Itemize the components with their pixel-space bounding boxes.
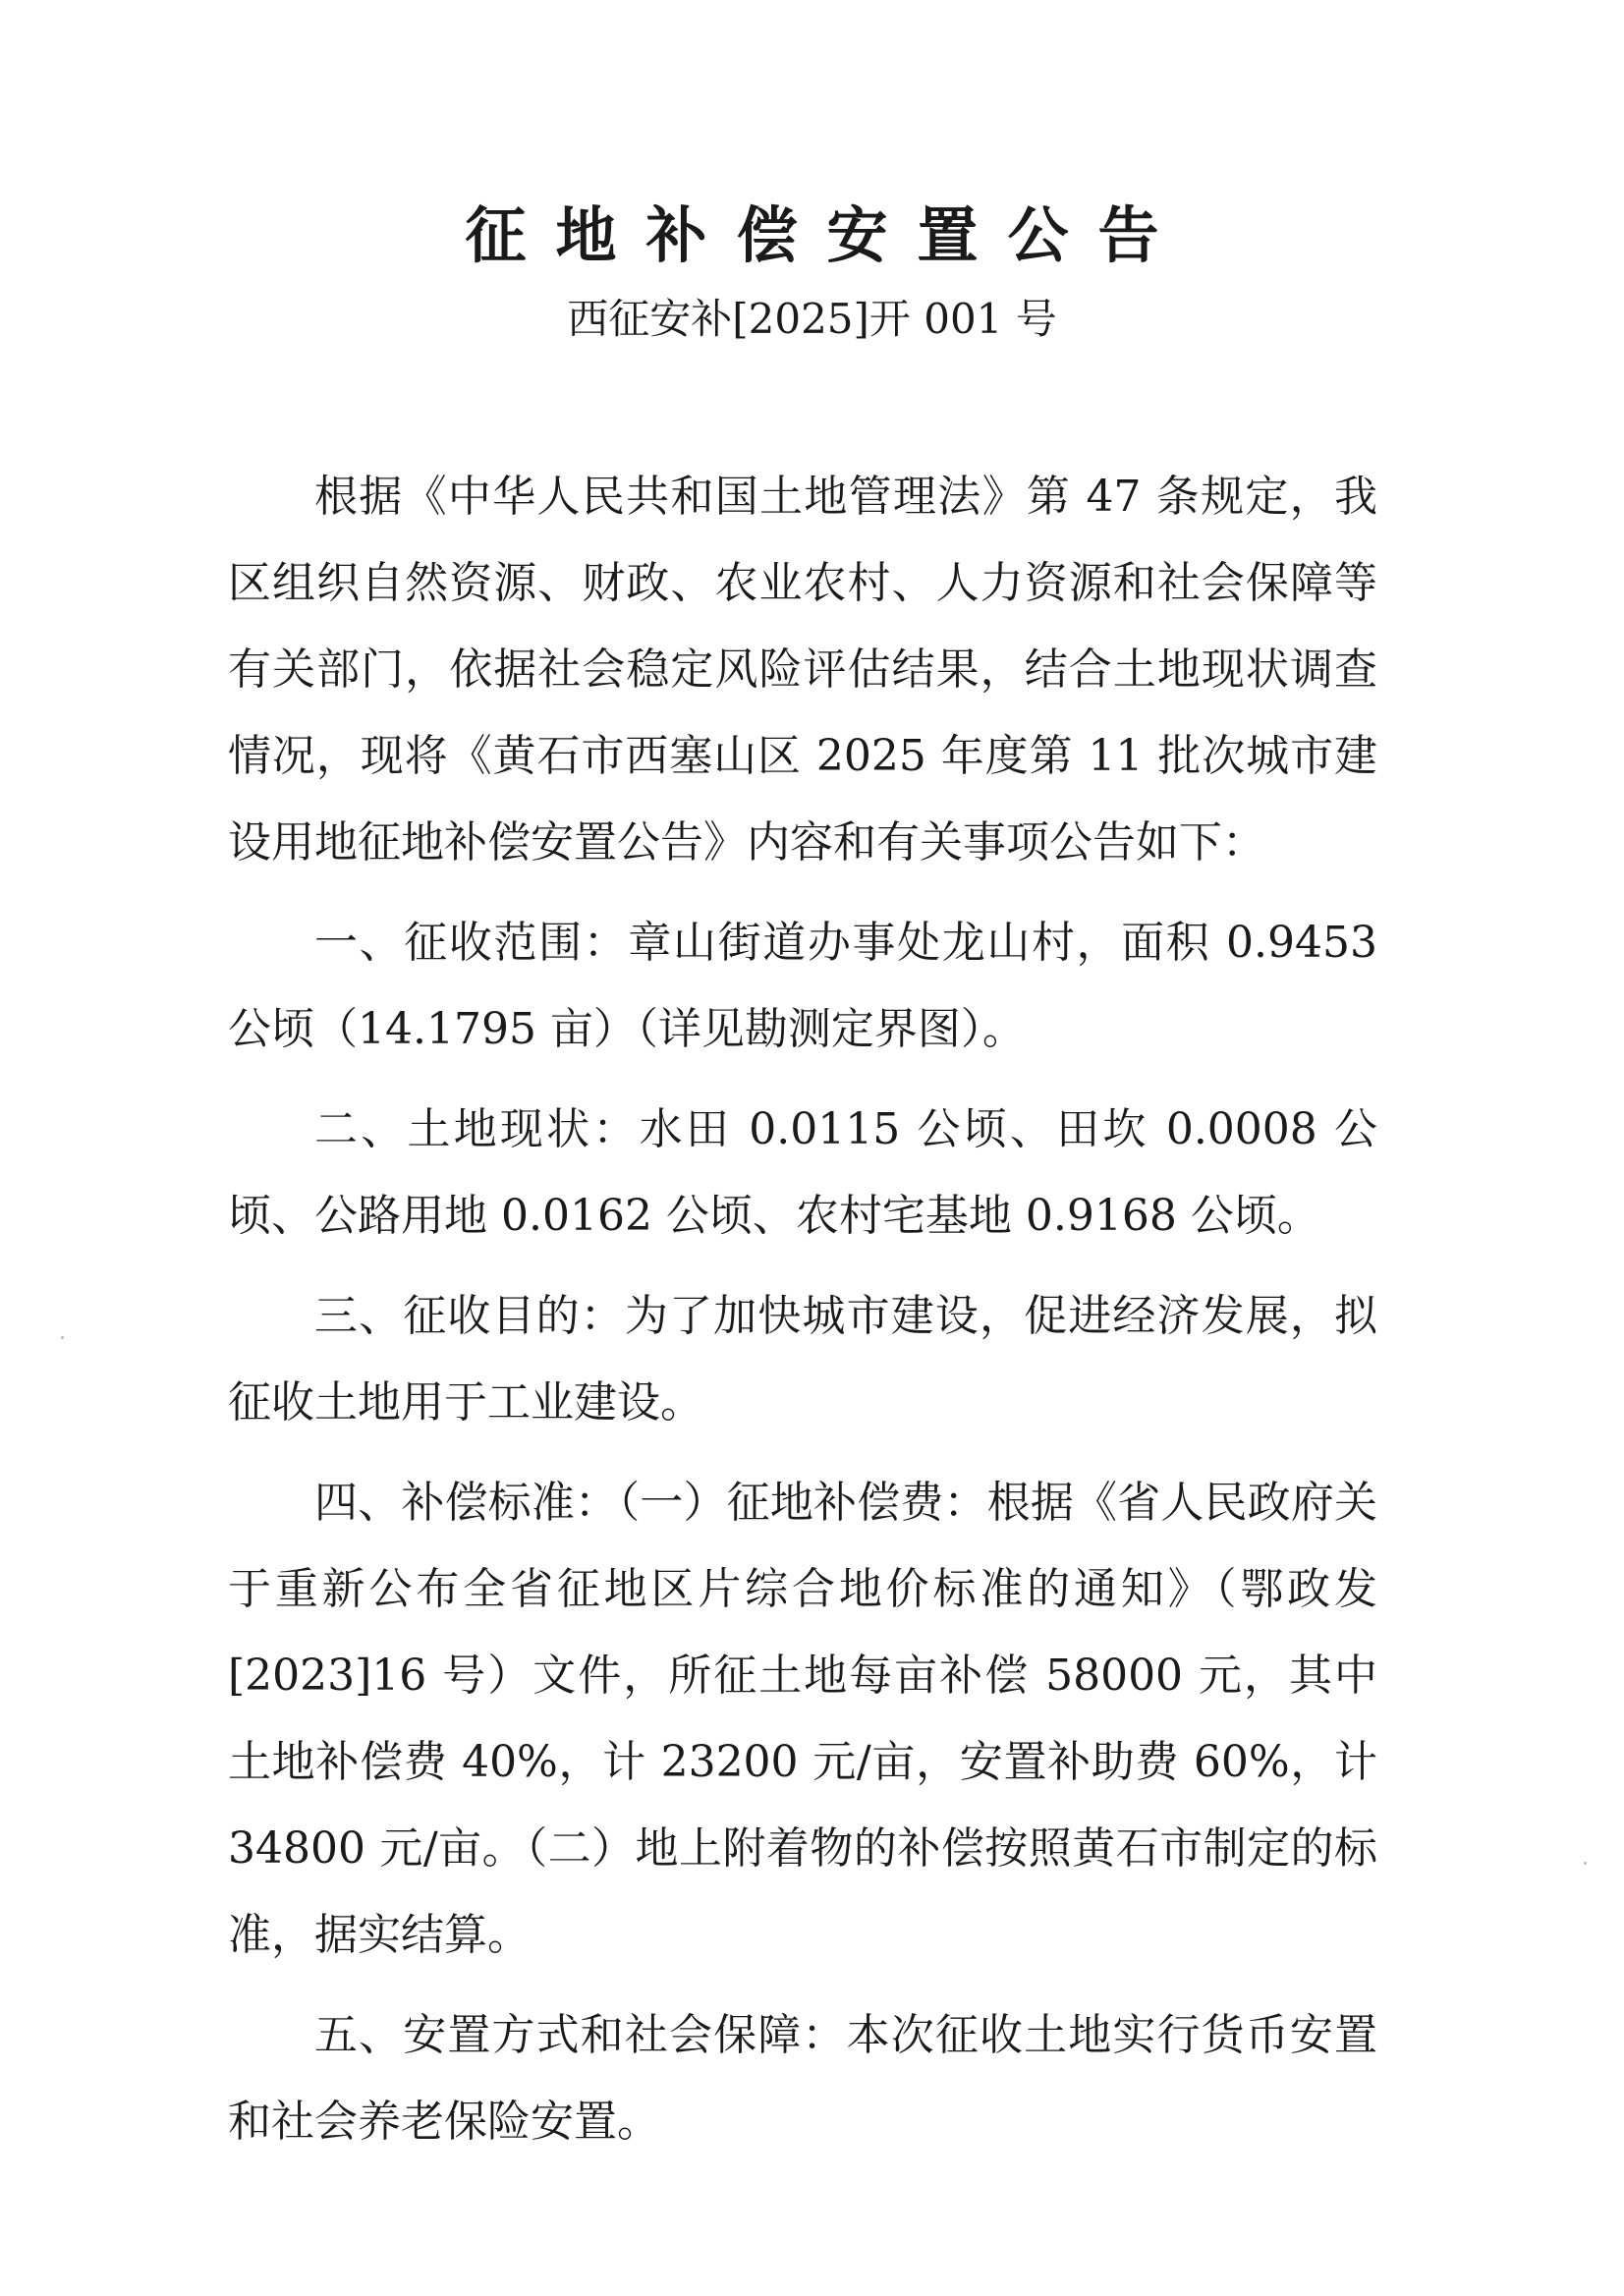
paragraph-purpose: 三、征收目的：为了加快城市建设，促进经济发展，拟征收土地用于工业建设。 — [228, 1291, 1377, 1428]
scan-speck — [1584, 1862, 1587, 1865]
paragraph-resettlement: 五、安置方式和社会保障：本次征收土地实行货币安置和社会养老保险安置。 — [228, 2010, 1377, 2147]
document-number: 西征安补[2025]开 001 号 — [567, 295, 1057, 343]
scan-speck — [61, 1336, 64, 1339]
paragraph-scope: 一、征收范围：章山街道办事处龙山村，面积 0.9453 公顷（14.1795 亩）（详见勘测定界图）。 — [228, 918, 1377, 1054]
document-body — [228, 454, 1377, 2179]
document-title: 征地补偿安置公告 — [465, 199, 1189, 271]
paragraph-land-status: 二、土地现状：水田 0.0115 公顷、田坎 0.0008 公顷、公路用地 0.0162 公顷、农村宅基地 0.9168 公顷。 — [228, 1104, 1377, 1241]
paragraph-compensation: 四、补偿标准：（一）征地补偿费：根据《省人民政府关于重新公布全省征地区片综合地价标准的通知》（鄂政发[2023]16 号）文件，所征土地每亩补偿 58000 元，其中土地补偿费 40%，计 23200 元/亩，安置补助费 60%，计 34800 元/亩。（二）地上附着物的补偿按照黄石市制定的标准，据实结算。 — [228, 1478, 1377, 1960]
paragraph-intro: 根据《中华人民共和国土地管理法》第 47 条规定，我区组织自然资源、财政、农业农村、人力资源和社会保障等有关部门，依据社会稳定风险评估结果，结合土地现状调查情况，现将《黄石市西塞山区 2025 年度第 11 批次城市建设用地征地补偿安置公告》内容和有关事项公告如下： — [228, 472, 1377, 868]
